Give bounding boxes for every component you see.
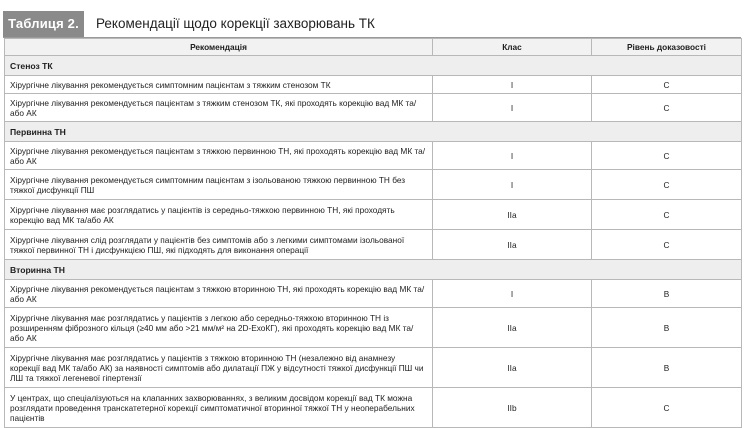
section-row — [5, 260, 742, 280]
section-title: Первинна ТН — [5, 122, 742, 142]
class-cell: I — [433, 94, 592, 122]
recommendation-cell: Хірургічне лікування має розглядатись у пацієнтів із середньо-тяжкою первинною ТН, які проходять корекцію вад МК та/або АК — [5, 200, 433, 230]
section-title: Стеноз ТК — [5, 56, 742, 76]
recommendations-table — [4, 38, 742, 428]
recommendation-cell: Хірургічне лікування має розглядатись у пацієнтів з легкою або середньо-тяжкою вторинною ТН із розширенням фіброзного кільця (≥40 мм або >21 мм/м² на 2D-ЕхоКГ), які проходять корекцію вад МК та/або АК — [5, 308, 433, 348]
recommendation-cell: Хірургічне лікування рекомендується пацієнтам з тяжкою первинною ТН, які проходять корекцію вад МК та/або АК — [5, 142, 433, 170]
table-header-row — [5, 39, 742, 56]
table-row — [5, 94, 742, 122]
section-row — [5, 122, 742, 142]
level-cell: C — [592, 170, 742, 200]
class-cell: I — [433, 142, 592, 170]
header-recommendation: Рекомендація — [5, 39, 433, 56]
table-row — [5, 142, 742, 170]
header-class: Клас — [433, 39, 592, 56]
table-number-label: Таблиця 2. — [3, 11, 84, 37]
class-cell: I — [433, 280, 592, 308]
level-cell: C — [592, 200, 742, 230]
class-cell: IIa — [433, 200, 592, 230]
recommendation-cell: Хірургічне лікування рекомендується пацієнтам з тяжким стенозом ТК, які проходять корекцію вад МК та/або АК — [5, 94, 433, 122]
table-row — [5, 230, 742, 260]
level-cell: B — [592, 280, 742, 308]
table-row — [5, 348, 742, 388]
class-cell: I — [433, 76, 592, 94]
header-level: Рівень доказовості — [592, 39, 742, 56]
table-title: Рекомендації щодо корекції захворювань ТК — [96, 16, 375, 31]
recommendation-cell: У центрах, що спеціалізуються на клапанних захворюваннях, з великим досвідом корекції вад ТК можна розглядати проведення транскатетерної корекції симптоматичної вторинної тяжкої ТН у неоперабельних пацієнтів — [5, 388, 433, 428]
level-cell: C — [592, 94, 742, 122]
table-row — [5, 170, 742, 200]
class-cell: IIa — [433, 348, 592, 388]
table-row — [5, 280, 742, 308]
table-row — [5, 388, 742, 428]
class-cell: IIb — [433, 388, 592, 428]
section-row — [5, 56, 742, 76]
table-row — [5, 200, 742, 230]
level-cell: B — [592, 348, 742, 388]
class-cell: I — [433, 170, 592, 200]
level-cell: C — [592, 388, 742, 428]
recommendation-cell: Хірургічне лікування слід розглядати у пацієнтів без симптомів або з легкими симптомами ізольованої тяжкої первинної ТН і дисфункцією ПШ, які підходять для виконання операції — [5, 230, 433, 260]
recommendation-cell: Хірургічне лікування рекомендується симптомним пацієнтам з тяжким стенозом ТК — [5, 76, 433, 94]
level-cell: B — [592, 308, 742, 348]
class-cell: IIa — [433, 308, 592, 348]
class-cell: IIa — [433, 230, 592, 260]
recommendation-cell: Хірургічне лікування має розглядатись у пацієнтів з тяжкою вторинною ТН (незалежно від анамнезу корекції вад МК та/або АК) за наявності симптомів або дилатації ПЖ у відсутності тяжкої дисфункції ПШ чи ЛШ та тяжкої легеневої гіпертензії — [5, 348, 433, 388]
level-cell: C — [592, 76, 742, 94]
section-title: Вторинна ТН — [5, 260, 742, 280]
level-cell: C — [592, 230, 742, 260]
table-row — [5, 76, 742, 94]
recommendation-cell: Хірургічне лікування рекомендується симптомним пацієнтам з ізольованою тяжкою первинною ТН без тяжкої дисфункції ПШ — [5, 170, 433, 200]
table-caption — [0, 0, 745, 38]
level-cell: C — [592, 142, 742, 170]
recommendation-cell: Хірургічне лікування рекомендується пацієнтам з тяжкою вторинною ТН, які проходять корекцію вад МК та/або АК — [5, 280, 433, 308]
table-row — [5, 308, 742, 348]
